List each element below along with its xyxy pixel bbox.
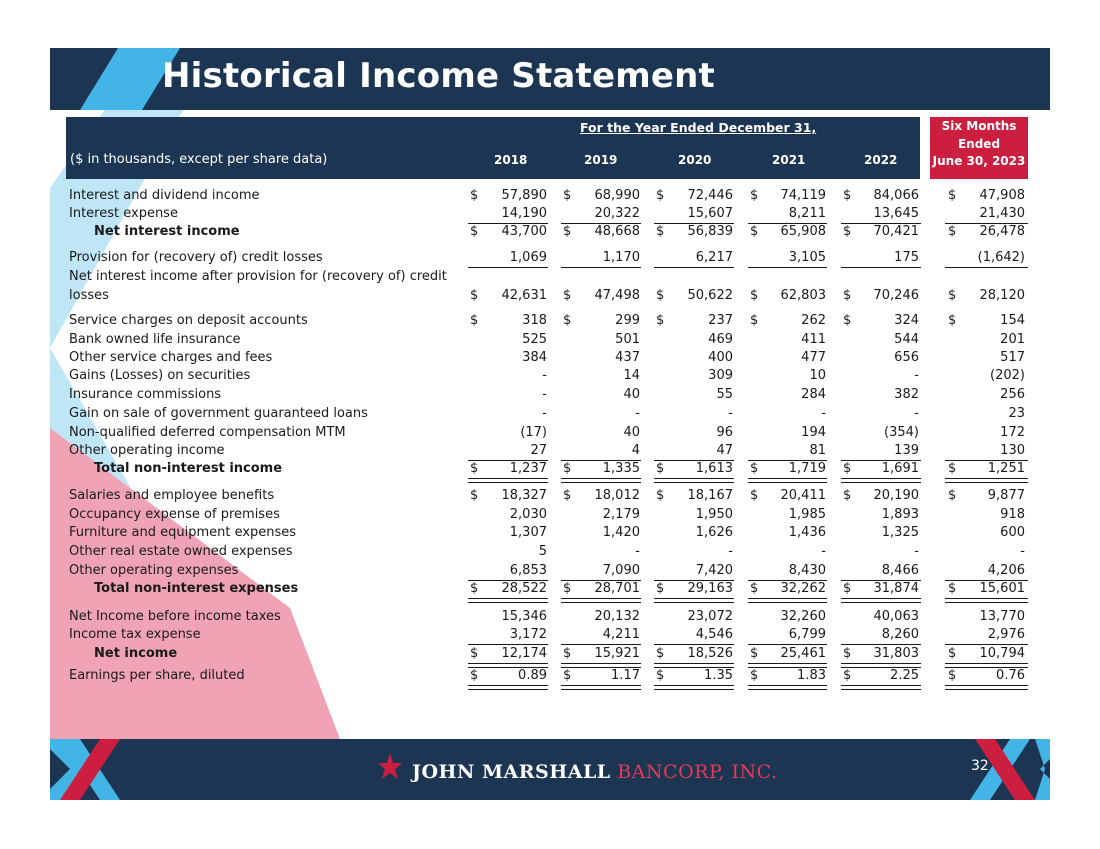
row-value: 6,217 [695,250,733,265]
table-row [50,269,1050,303]
currency-symbol: $ [843,581,852,596]
table-row [50,313,1050,331]
total-double-rule [841,685,921,690]
row-value: 299 [615,313,640,328]
currency-symbol: $ [750,581,759,596]
table-row [50,188,1050,206]
row-value: - [635,406,640,421]
row-label: Provision for (recovery of) credit losses [69,250,323,265]
currency-symbol: $ [948,313,957,328]
currency-symbol: $ [656,188,665,203]
row-value: 1.35 [704,668,733,683]
row-label: Bank owned life insurance [69,332,241,347]
row-value: - [542,406,547,421]
currency-symbol: $ [563,461,572,476]
row-value: 13,645 [873,206,919,221]
logo-sub: BANCORP, INC. [617,761,778,783]
row-value: 65,908 [780,224,826,239]
table-row [50,443,1050,461]
row-value: 1,325 [881,525,919,540]
row-value: 6,853 [509,563,547,578]
units-note: ($ in thousands, except per share data) [70,152,328,167]
table-row [50,668,1050,686]
row-value: 5 [538,544,547,559]
row-label: Other service charges and fees [69,350,273,365]
row-value: 139 [894,443,919,458]
total-double-rule [654,598,734,603]
row-value: 23,072 [687,609,733,624]
row-value: 72,446 [687,188,733,203]
row-value: 201 [1000,332,1025,347]
row-value: 81 [809,443,826,458]
row-value: 12,174 [501,646,547,661]
row-value: 324 [894,313,919,328]
row-value: 15,921 [594,646,640,661]
row-value: 26,478 [979,224,1025,239]
row-value: 15,601 [979,581,1025,596]
year-header: 2019 [584,153,618,167]
row-value: 18,526 [687,646,733,661]
row-value: 7,090 [602,563,640,578]
company-logo [412,761,778,783]
total-double-rule [561,478,641,483]
row-value: 6,799 [788,627,826,642]
row-label: Interest and dividend income [69,188,260,203]
row-value: 0.76 [996,668,1025,683]
row-value: 47 [716,443,733,458]
row-label: Income tax expense [69,627,201,642]
table-row [50,206,1050,224]
row-value: 70,421 [873,224,919,239]
currency-symbol: $ [656,646,665,661]
currency-symbol: $ [470,461,479,476]
row-value: 501 [615,332,640,347]
period-title: For the Year Ended December 31, [580,120,817,135]
row-value: 1,985 [788,507,826,522]
currency-symbol: $ [948,188,957,203]
row-value: 15,346 [501,609,547,624]
total-double-rule [748,685,827,690]
currency-symbol: $ [843,646,852,661]
row-value: 1,950 [695,507,733,522]
currency-symbol: $ [843,288,852,303]
row-value: - [821,544,826,559]
row-value: (17) [520,425,547,440]
table-row [50,461,1050,479]
currency-symbol: $ [750,668,759,683]
row-value: 27 [530,443,547,458]
row-value: (202) [990,368,1025,383]
row-value: 600 [1000,525,1025,540]
row-value: 2.25 [890,668,919,683]
row-value: 1.17 [611,668,640,683]
row-value: (354) [884,425,919,440]
currency-symbol: $ [470,188,479,203]
row-value: 20,322 [594,206,640,221]
row-value: 8,211 [788,206,826,221]
row-value: 15,607 [687,206,733,221]
currency-symbol: $ [843,313,852,328]
table-row [50,544,1050,562]
row-value: 1,436 [788,525,826,540]
row-value: 400 [708,350,733,365]
row-label: Gain on sale of government guaranteed loans [69,406,368,421]
currency-symbol: $ [948,224,957,239]
table-row [50,368,1050,386]
currency-symbol: $ [843,224,852,239]
row-value: 1,719 [788,461,826,476]
logo-name: JOHN MARSHALL [412,761,611,783]
row-value: 4 [631,443,640,458]
row-value: 31,874 [873,581,919,596]
row-value: (1,642) [977,250,1025,265]
row-value: 1,069 [509,250,547,265]
row-value: 25,461 [780,646,826,661]
row-value: 172 [1000,425,1025,440]
row-value: 382 [894,387,919,402]
row-value: 57,890 [501,188,547,203]
row-value: 18,167 [687,488,733,503]
row-value: 8,260 [881,627,919,642]
row-value: 194 [801,425,826,440]
row-value: 469 [708,332,733,347]
row-value: - [635,544,640,559]
row-label: Other operating income [69,443,225,458]
row-value: - [914,544,919,559]
subtotal-rule [654,644,734,645]
six-months-line: Six Months [941,119,1017,133]
row-label: Service charges on deposit accounts [69,313,308,328]
row-value: 47,908 [979,188,1025,203]
currency-symbol: $ [750,488,759,503]
total-double-rule [945,478,1028,483]
year-header: 2022 [864,153,898,167]
income-statement-table [50,48,1050,800]
total-double-rule [561,685,641,690]
row-value: 29,163 [687,581,733,596]
row-value: 21,430 [979,206,1025,221]
subtotal-rule [945,267,1028,268]
year-header: 2020 [678,153,712,167]
row-value: 154 [1000,313,1025,328]
row-value: 20,411 [780,488,826,503]
row-value: 525 [522,332,547,347]
row-label: Total non-interest expenses [94,581,299,596]
row-value: 318 [522,313,547,328]
row-value: 2,976 [987,627,1025,642]
row-value: 2,179 [602,507,640,522]
total-double-rule [841,598,921,603]
table-row [50,224,1050,242]
row-value: - [914,406,919,421]
row-value: - [728,406,733,421]
row-label: Net interest income [94,224,240,239]
subtotal-rule [945,644,1028,645]
row-value: 918 [1000,507,1025,522]
table-row [50,646,1050,664]
total-double-rule [945,598,1028,603]
total-double-rule [841,478,921,483]
row-value: 3,172 [509,627,547,642]
row-value: 32,262 [780,581,826,596]
table-row [50,406,1050,424]
row-value: 28,120 [979,288,1025,303]
currency-symbol: $ [843,488,852,503]
total-double-rule [945,685,1028,690]
currency-symbol: $ [948,581,957,596]
total-double-rule [468,598,548,603]
row-value: 42,631 [501,288,547,303]
six-months-line: Ended [957,137,1001,151]
row-value: 28,701 [594,581,640,596]
subtotal-rule [841,644,921,645]
row-value: 48,668 [594,224,640,239]
row-value: 9,877 [987,488,1025,503]
row-value: 1,420 [602,525,640,540]
row-label: Net interest income after provision for (recovery of) credit [69,269,447,284]
row-value: 1,335 [602,461,640,476]
row-value: 84,066 [873,188,919,203]
row-value: 56,839 [687,224,733,239]
currency-symbol: $ [470,668,479,683]
row-value: 68,990 [594,188,640,203]
total-double-rule [561,598,641,603]
currency-symbol: $ [470,646,479,661]
currency-symbol: $ [656,461,665,476]
currency-symbol: $ [843,188,852,203]
currency-symbol: $ [563,288,572,303]
row-value: 130 [1000,443,1025,458]
currency-symbol: $ [563,224,572,239]
subtotal-rule [561,267,641,268]
row-value: 4,211 [602,627,640,642]
row-label: Other operating expenses [69,563,239,578]
row-value: 1,691 [881,461,919,476]
currency-symbol: $ [948,488,957,503]
table-row [50,425,1050,443]
row-value: 20,132 [594,609,640,624]
subtotal-rule [468,644,548,645]
row-value: 1,626 [695,525,733,540]
row-value: 47,498 [594,288,640,303]
row-value: 70,246 [873,288,919,303]
row-value: 1.83 [797,668,826,683]
row-value: 1,307 [509,525,547,540]
currency-symbol: $ [563,488,572,503]
row-value: 18,327 [501,488,547,503]
row-value: 309 [708,368,733,383]
currency-symbol: $ [656,668,665,683]
row-value: 262 [801,313,826,328]
row-value: 31,803 [873,646,919,661]
table-row [50,609,1050,627]
row-value: 40 [623,387,640,402]
row-label: Non-qualified deferred compensation MTM [69,425,346,440]
row-label: Gains (Losses) on securities [69,368,251,383]
currency-symbol: $ [843,461,852,476]
row-value: 96 [716,425,733,440]
currency-symbol: $ [843,668,852,683]
row-label: Occupancy expense of premises [69,507,280,522]
currency-symbol: $ [470,224,479,239]
row-value: 40 [623,425,640,440]
row-value: 1,237 [509,461,547,476]
row-value: 237 [708,313,733,328]
row-value: 32,260 [780,609,826,624]
row-value: 50,622 [687,288,733,303]
currency-symbol: $ [563,668,572,683]
subtotal-rule [841,267,921,268]
row-value: 43,700 [501,224,547,239]
total-double-rule [748,598,827,603]
subtotal-rule [561,644,641,645]
table-row [50,250,1050,268]
table-row [50,350,1050,368]
row-value: 284 [801,387,826,402]
row-value: 74,119 [780,188,826,203]
row-value: 437 [615,350,640,365]
total-double-rule [654,685,734,690]
row-value: 14 [623,368,640,383]
row-value: 10 [809,368,826,383]
row-value: 8,466 [881,563,919,578]
currency-symbol: $ [750,646,759,661]
year-header: 2018 [494,153,528,167]
row-value: - [821,406,826,421]
row-value: 28,522 [501,581,547,596]
row-value: 384 [522,350,547,365]
row-value: 7,420 [695,563,733,578]
row-label: Net income [94,646,178,661]
row-value: 62,803 [780,288,826,303]
table-row [50,332,1050,350]
table-row [50,488,1050,506]
row-value: 10,794 [979,646,1025,661]
row-value: 4,206 [987,563,1025,578]
slide [50,48,1050,800]
total-double-rule [654,478,734,483]
currency-symbol: $ [948,288,957,303]
row-value: 1,893 [881,507,919,522]
currency-symbol: $ [750,224,759,239]
row-value: 411 [801,332,826,347]
currency-symbol: $ [656,224,665,239]
currency-symbol: $ [750,313,759,328]
table-row [50,387,1050,405]
currency-symbol: $ [563,313,572,328]
currency-symbol: $ [563,646,572,661]
row-value: 18,012 [594,488,640,503]
year-header: 2021 [772,153,806,167]
currency-symbol: $ [563,188,572,203]
row-value: 20,190 [873,488,919,503]
six-months-line: June 30, 2023 [932,154,1026,168]
row-value: - [542,368,547,383]
row-value: 175 [894,250,919,265]
currency-symbol: $ [948,461,957,476]
row-value: 256 [1000,387,1025,402]
row-label: Net Income before income taxes [69,609,281,624]
row-value: 0.89 [518,668,547,683]
total-double-rule [468,478,548,483]
row-value: 1,251 [987,461,1025,476]
row-value: 544 [894,332,919,347]
total-double-rule [468,685,548,690]
table-row [50,563,1050,581]
row-value: 477 [801,350,826,365]
row-value: 55 [716,387,733,402]
row-label: Earnings per share, diluted [69,668,245,683]
table-row [50,507,1050,525]
row-value: 517 [1000,350,1025,365]
currency-symbol: $ [470,313,479,328]
row-label: Salaries and employee benefits [69,488,275,503]
page-number: 32 [971,758,989,774]
page-title: Historical Income Statement [162,56,716,96]
row-value: 2,030 [509,507,547,522]
subtotal-rule [468,267,548,268]
currency-symbol: $ [750,188,759,203]
table-row [50,525,1050,543]
row-value: 13,770 [979,609,1025,624]
row-value: - [1020,544,1025,559]
subtotal-rule [654,267,734,268]
row-value: - [914,368,919,383]
currency-symbol: $ [470,288,479,303]
table-row [50,627,1050,645]
currency-symbol: $ [470,488,479,503]
row-value: 1,613 [695,461,733,476]
currency-symbol: $ [750,288,759,303]
currency-symbol: $ [948,646,957,661]
currency-symbol: $ [470,581,479,596]
row-value: 23 [1008,406,1025,421]
currency-symbol: $ [750,461,759,476]
row-value: - [542,387,547,402]
total-double-rule [748,478,827,483]
row-value: 14,190 [501,206,547,221]
row-label-continued: losses [69,288,109,303]
row-value: 656 [894,350,919,365]
row-value: - [728,544,733,559]
currency-symbol: $ [656,313,665,328]
row-label: Insurance commissions [69,387,222,402]
row-label: Furniture and equipment expenses [69,525,297,540]
row-value: 4,546 [695,627,733,642]
row-label: Total non-interest income [94,461,283,476]
table-row [50,581,1050,599]
currency-symbol: $ [656,288,665,303]
subtotal-rule [748,267,827,268]
row-label: Interest expense [69,206,178,221]
row-value: 3,105 [788,250,826,265]
row-value: 1,170 [602,250,640,265]
row-label: Other real estate owned expenses [69,544,293,559]
currency-symbol: $ [656,581,665,596]
currency-symbol: $ [656,488,665,503]
row-value: 40,063 [873,609,919,624]
currency-symbol: $ [948,668,957,683]
currency-symbol: $ [563,581,572,596]
subtotal-rule [748,644,827,645]
row-value: 8,430 [788,563,826,578]
